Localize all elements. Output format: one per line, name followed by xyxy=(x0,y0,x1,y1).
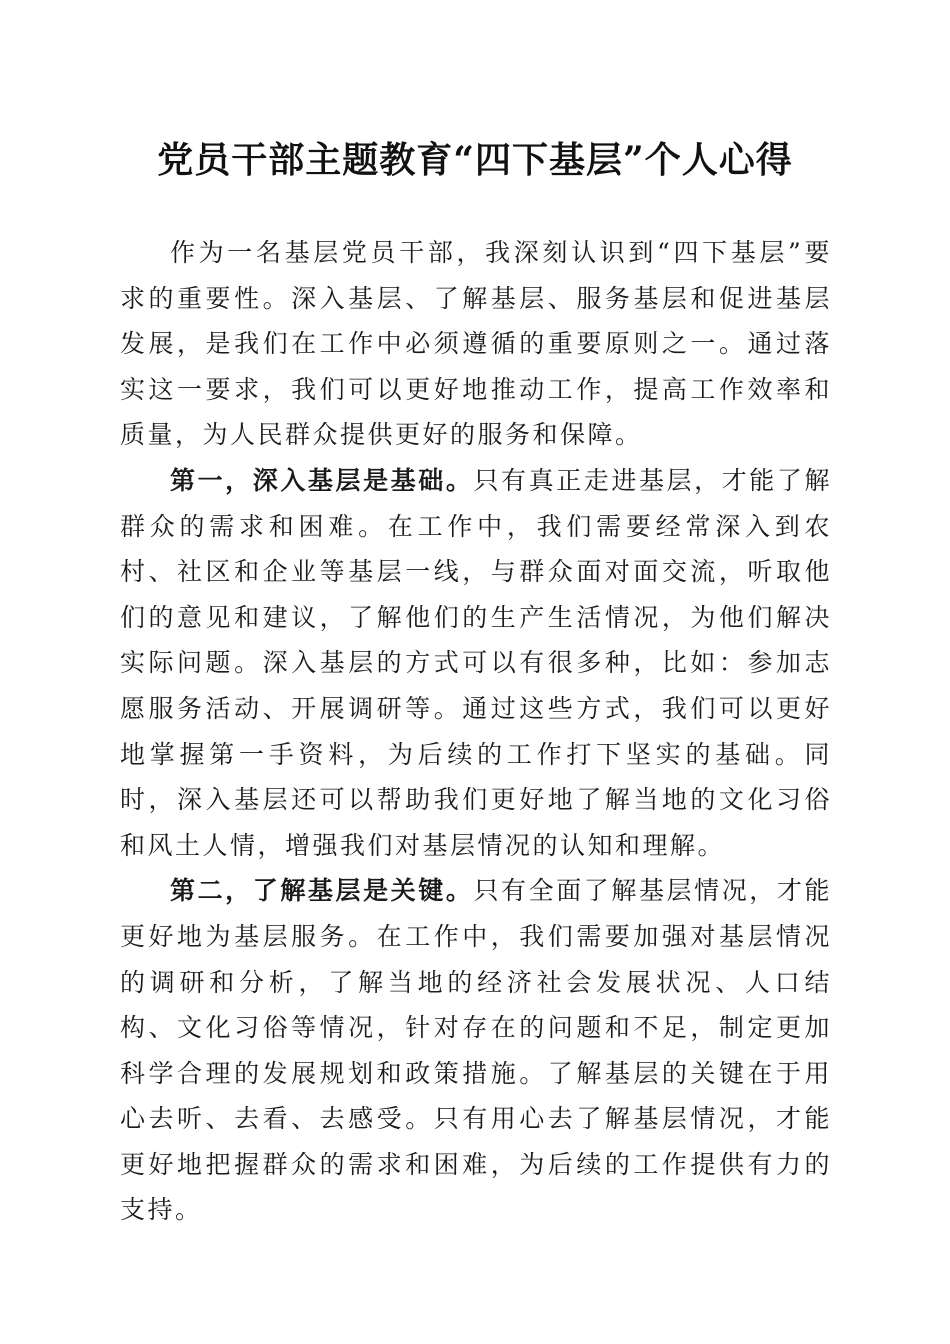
paragraph-second xyxy=(120,868,832,1233)
paragraph-lead: 第一，深入基层是基础。 xyxy=(170,465,474,495)
paragraph-text: 作为一名基层党员干部，我深刻认识到“四下基层”要求的重要性。深入基层、了解基层、服务基层和促进基层发展，是我们在工作中必须遵循的重要原则之一。通过落实这一要求，我们可以更好地推动工作，提高工作效率和质量，为人民群众提供更好的服务和保障。 xyxy=(120,238,832,450)
paragraph-first xyxy=(120,458,832,868)
paragraph-lead: 第二，了解基层是关键。 xyxy=(170,876,474,906)
paragraph-text: 只有全面了解基层情况，才能更好地为基层服务。在工作中，我们需要加强对基层情况的调研和分析，了解当地的经济社会发展状况、人口结构、文化习俗等情况，针对存在的问题和不足，制定更加科学合理的发展规划和政策措施。了解基层的关键在于用心去听、去看、去感受。只有用心去了解基层情况，才能更好地把握群众的需求和困难，为后续的工作提供有力的支持。 xyxy=(120,876,832,1225)
document-title: 党员干部主题教育“四下基层”个人心得 xyxy=(157,139,793,181)
document-body xyxy=(120,230,832,1233)
paragraph-text: 只有真正走进基层，才能了解群众的需求和困难。在工作中，我们需要经常深入到农村、社区和企业等基层一线，与群众面对面交流，听取他们的意见和建议，了解他们的生产生活情况，为他们解决实际问题。深入基层的方式可以有很多种，比如：参加志愿服务活动、开展调研等。通过这些方式，我们可以更好地掌握第一手资料，为后续的工作打下坚实的基础。同时，深入基层还可以帮助我们更好地了解当地的文化习俗和风土人情，增强我们对基层情况的认知和理解。 xyxy=(120,465,832,860)
paragraph-intro xyxy=(120,230,832,458)
